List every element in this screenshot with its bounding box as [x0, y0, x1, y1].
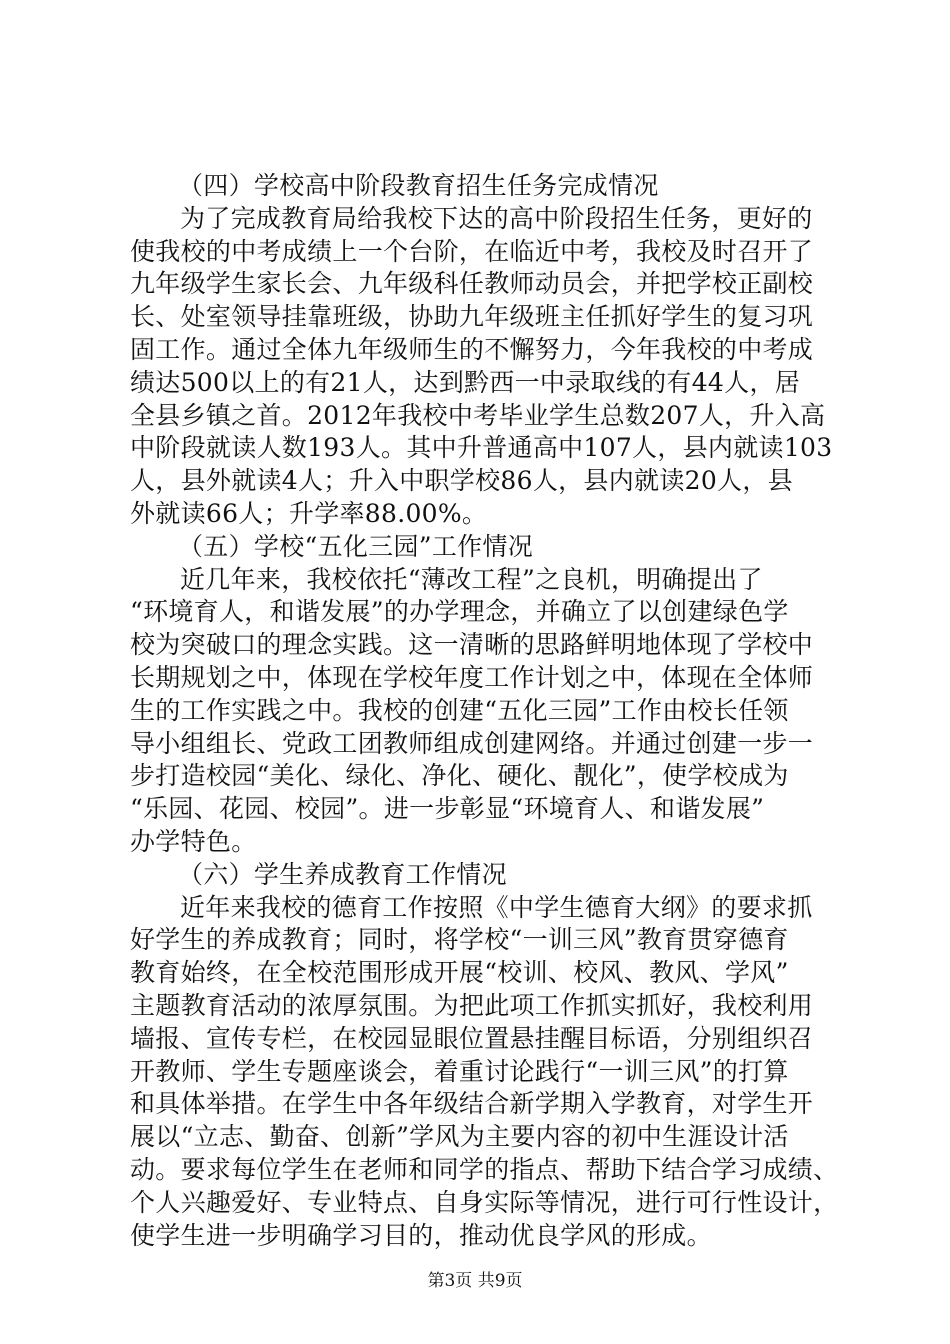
paragraph-line: “乐园、花园、校园”。进一步彰显“环境育人、和谐发展”	[130, 794, 765, 824]
paragraph-line: 教育始终，在全校范围形成开展“校训、校风、教风、学风”	[130, 958, 789, 988]
paragraph-line: 固工作。通过全体九年级师生的不懈努力，今年我校的中考成	[130, 334, 814, 364]
paragraph-line: 使学生进一步明确学习目的，推动优良学风的形成。	[130, 1220, 712, 1250]
section-heading-5: （五）学校“五化三园”工作情况	[178, 531, 534, 561]
paragraph-line: 生的工作实践之中。我校的创建“五化三园”工作由校长任领	[130, 695, 789, 725]
paragraph-line: 近年来我校的德育工作按照《中学生德育大纲》的要求抓	[180, 892, 813, 922]
section-heading-6: （六）学生养成教育工作情况	[178, 859, 507, 889]
paragraph-line: 全县乡镇之首。2012年我校中考毕业学生总数207人，升入高	[130, 400, 826, 430]
paragraph-line: 和具体举措。在学生中各年级结合新学期入学教育，对学生开	[130, 1089, 814, 1119]
paragraph-line: 个人兴趣爱好、专业特点、自身实际等情况，进行可行性设计，	[130, 1187, 839, 1217]
paragraph-line: 长期规划之中，体现在学校年度工作计划之中，体现在全体师	[130, 662, 814, 692]
paragraph-line: 九年级学生家长会、九年级科任教师动员会，并把学校正副校	[130, 269, 814, 299]
paragraph-line: 人，县外就读4人；升入中职学校86人，县内就读20人，县	[130, 466, 793, 496]
paragraph-line: 长、处室领导挂靠班级，协助九年级班主任抓好学生的复习巩	[130, 302, 814, 332]
paragraph-line: 好学生的养成教育；同时，将学校“一训三风”教育贯穿德育	[130, 925, 789, 955]
paragraph-line: 墙报、宣传专栏，在校园显眼位置悬挂醒目标语，分别组织召	[130, 1023, 814, 1053]
paragraph-line: 绩达500以上的有21人，达到黔西一中录取线的有44人，居	[130, 367, 801, 397]
page-number-footer: 第3页 共9页	[427, 1271, 523, 1291]
paragraph-line: 开教师、学生专题座谈会，着重讨论践行“一训三风”的打算	[130, 1056, 789, 1086]
paragraph-line: 动。要求每位学生在老师和同学的指点、帮助下结合学习成绩、	[130, 1154, 839, 1184]
paragraph-line: 外就读66人；升学率88.00%。	[130, 498, 488, 528]
section-heading-4: （四）学校高中阶段教育招生任务完成情况	[178, 171, 659, 200]
paragraph-line: 近几年来，我校依托“薄改工程”之良机，明确提出了	[180, 564, 763, 594]
document-body	[130, 170, 839, 1252]
paragraph-line: 步打造校园“美化、绿化、净化、硬化、靓化”，使学校成为	[130, 761, 789, 791]
paragraph-line: 使我校的中考成绩上一个台阶，在临近中考，我校及时召开了	[130, 236, 814, 266]
paragraph-line: 中阶段就读人数193人。其中升普通高中107人，县内就读103	[130, 433, 833, 463]
paragraph-line: 导小组组长、党政工团教师组成创建网络。并通过创建一步一	[130, 728, 814, 758]
paragraph-line: 为了完成教育局给我校下达的高中阶段招生任务，更好的	[180, 203, 813, 233]
paragraph-line: 校为突破口的理念实践。这一清晰的思路鲜明地体现了学校中	[130, 630, 814, 660]
paragraph-line: 办学特色。	[130, 826, 257, 856]
paragraph-line: “环境育人，和谐发展”的办学理念，并确立了以创建绿色学	[130, 597, 789, 627]
paragraph-line: 主题教育活动的浓厚氛围。为把此项工作抓实抓好，我校利用	[130, 990, 814, 1020]
paragraph-line: 展以“立志、勤奋、创新”学风为主要内容的初中生涯设计活	[130, 1122, 789, 1152]
